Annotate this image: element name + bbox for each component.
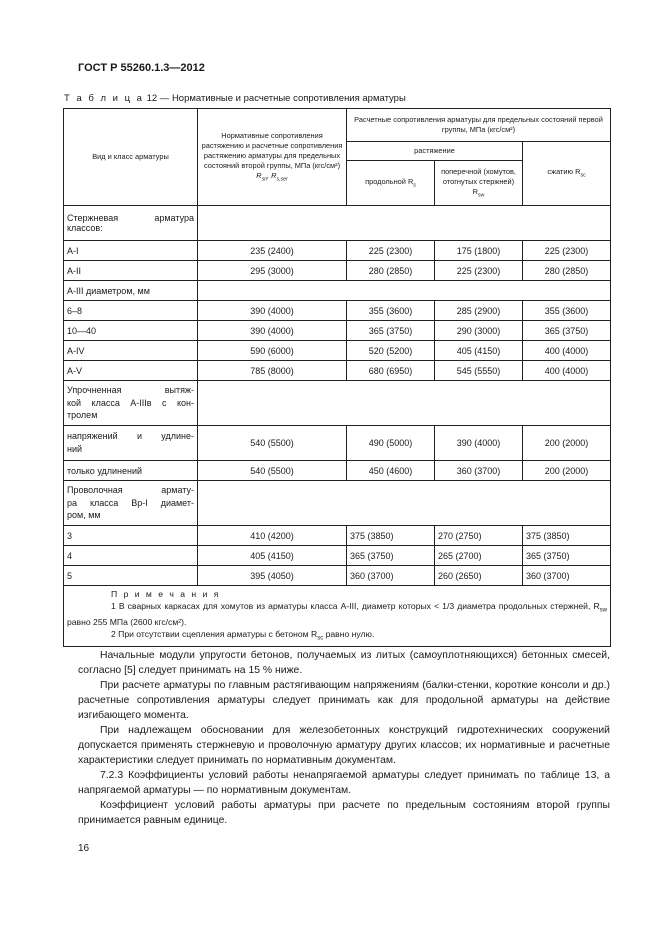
paragraph: Начальные модули упругости бетонов, получаемых из литых (самоуплотняющихся) бетонных смесей, согласно [5] следует принимать на 15 % ниже. <box>78 650 610 676</box>
group-label-aiii: A-III диаметром, мм <box>64 281 198 301</box>
cell-value: 280 (2850) <box>347 261 435 281</box>
table-row <box>64 461 611 481</box>
cell-value: 365 (3750) <box>347 546 435 566</box>
cell-value: 225 (2300) <box>435 261 523 281</box>
cell-value: 225 (2300) <box>347 241 435 261</box>
cell-value: 200 (2000) <box>523 426 611 461</box>
group-label-rod: Стержневая арматура классов: <box>64 206 198 241</box>
cell-value: 265 (2700) <box>435 546 523 566</box>
row-label: только удлинений <box>64 461 198 481</box>
table-row <box>64 526 611 546</box>
header-compression: сжатию $R_{sc}$ <box>523 142 611 206</box>
group-label-hardened: Упрочненная вытяж- кой класса А-IIIв с кон- тролем <box>64 381 198 426</box>
cell-value: 365 (3750) <box>523 321 611 341</box>
cell-value: 390 (4000) <box>198 321 347 341</box>
cell-value: 260 (2650) <box>435 566 523 586</box>
table-row <box>64 206 611 241</box>
cell-value: 390 (4000) <box>198 301 347 321</box>
header-transverse: поперечной (хомутов, отогнутых стержней) $R_{sw}$ <box>435 161 523 206</box>
row-label: 6–8 <box>64 301 198 321</box>
cell-value: 375 (3850) <box>347 526 435 546</box>
table-row <box>64 341 611 361</box>
notes-row <box>64 586 611 647</box>
table-row <box>64 321 611 341</box>
cell-value: 355 (3600) <box>523 301 611 321</box>
table-caption <box>64 93 406 104</box>
notes-title: П р и м е ч а н и я <box>111 589 221 599</box>
cell-value: 360 (3700) <box>523 566 611 586</box>
table-caption-number: 12 <box>146 93 158 104</box>
group-empty-cell <box>198 481 611 526</box>
row-label: A-II <box>64 261 198 281</box>
cell-value: 545 (5550) <box>435 361 523 381</box>
cell-value: 680 (6950) <box>347 361 435 381</box>
paragraph: При расчете арматуры по главным растягивающим напряжениям (балки-стенки, короткие консоли и др.) расчетные сопротивления арматуры следует принимать как для продольной арматуры на действие изгибающего момента. <box>78 680 610 721</box>
reinforcement-resistance-table <box>63 108 611 647</box>
cell-value: 360 (3700) <box>347 566 435 586</box>
table-row <box>64 361 611 381</box>
table-row <box>64 301 611 321</box>
table-row <box>64 241 611 261</box>
header-normative-text: Нормативные сопротивления растяжению и расчетные сопротивления растяжению арматуры для предельных состояний второй группы, МПа (кгс/см²) <box>201 130 343 170</box>
cell-value: 405 (4150) <box>198 546 347 566</box>
cell-value: 175 (1800) <box>435 241 523 261</box>
paragraph: 7.2.3 Коэффициенты условий работы ненапрягаемой арматуры следует принимать по таблице 13, а напрягаемой арматуры — по нормативным документам. <box>78 770 610 796</box>
table-row <box>64 481 611 526</box>
page-number: 16 <box>78 843 90 854</box>
cell-value: 280 (2850) <box>523 261 611 281</box>
cell-value: 540 (5500) <box>198 426 347 461</box>
header-row-1 <box>64 109 611 142</box>
cell-value: 785 (8000) <box>198 361 347 381</box>
document-header: ГОСТ Р 55260.1.3—2012 <box>78 62 205 74</box>
group-empty-cell <box>198 206 611 241</box>
row-label: напряжений и удлине- ний <box>64 426 198 461</box>
cell-value: 520 (5200) <box>347 341 435 361</box>
table-notes <box>64 586 611 647</box>
cell-value: 355 (3600) <box>347 301 435 321</box>
table-row <box>64 261 611 281</box>
group-label-wire: Проволочная армату- ра класса Вр-I диамет- ром, мм <box>64 481 198 526</box>
row-label: A-V <box>64 361 198 381</box>
cell-value: 270 (2750) <box>435 526 523 546</box>
table-row <box>64 566 611 586</box>
paragraph: Коэффициент условий работы арматуры при расчете по предельным состояниям второй группы принимается равным единице. <box>78 800 610 826</box>
group-empty-cell <box>198 281 611 301</box>
cell-value: 490 (5000) <box>347 426 435 461</box>
row-label: 4 <box>64 546 198 566</box>
cell-value: 225 (2300) <box>523 241 611 261</box>
header-calculated: Расчетные сопротивления арматуры для предельных состояний первой группы, МПа (кгс/см²) <box>347 109 611 142</box>
cell-value: 360 (3700) <box>435 461 523 481</box>
cell-value: 375 (3850) <box>523 526 611 546</box>
cell-value: 200 (2000) <box>523 461 611 481</box>
note-2: 2 При отсутствии сцепления арматуры с бетоном $R_{sc}$ равно нулю. <box>111 629 375 643</box>
cell-value: 295 (3000) <box>198 261 347 281</box>
cell-value: 590 (6000) <box>198 341 347 361</box>
cell-value: 405 (4150) <box>435 341 523 361</box>
row-label: A-IV <box>64 341 198 361</box>
cell-value: 540 (5500) <box>198 461 347 481</box>
row-label: 10—40 <box>64 321 198 341</box>
cell-value: 450 (4600) <box>347 461 435 481</box>
cell-value: 395 (4050) <box>198 566 347 586</box>
table-row <box>64 426 611 461</box>
header-type: Вид и класс арматуры <box>64 109 198 206</box>
cell-value: 400 (4000) <box>523 341 611 361</box>
row-label: 3 <box>64 526 198 546</box>
cell-value: 410 (4200) <box>198 526 347 546</box>
note-1: 1 В сварных каркасах для хомутов из арматуры класса А-III, диаметр которых < 1/3 диаметра продольных стержней, $R_{sw}$ равно 255 МПа (2600 кгс/см²). <box>67 601 608 627</box>
paragraph: При надлежащем обосновании для железобетонных конструкций гидротехнических сооружений допускается применять стержневую и проволочную арматуру других классов; их нормативные и расчетные характеристики следует принимать по нормативным документам. <box>78 725 610 766</box>
table-row <box>64 546 611 566</box>
cell-value: 235 (2400) <box>198 241 347 261</box>
row-label: 5 <box>64 566 198 586</box>
header-normative <box>198 109 347 206</box>
cell-value: 400 (4000) <box>523 361 611 381</box>
body-text <box>78 648 610 828</box>
cell-value: 365 (3750) <box>523 546 611 566</box>
header-normative-symbol: $R_{sn}$, $R_{s,ser}$ <box>256 170 288 183</box>
table-row <box>64 281 611 301</box>
header-longitudinal: продольной $R_s$ <box>347 161 435 206</box>
table-caption-label: Т а б л и ц а <box>64 93 144 104</box>
cell-value: 290 (3000) <box>435 321 523 341</box>
table-caption-title: — Нормативные и расчетные сопротивления арматуры <box>157 93 406 104</box>
cell-value: 365 (3750) <box>347 321 435 341</box>
cell-value: 285 (2900) <box>435 301 523 321</box>
header-tension: растяжение <box>347 142 523 161</box>
cell-value: 390 (4000) <box>435 426 523 461</box>
table-row <box>64 381 611 426</box>
row-label: A-I <box>64 241 198 261</box>
group-empty-cell <box>198 381 611 426</box>
